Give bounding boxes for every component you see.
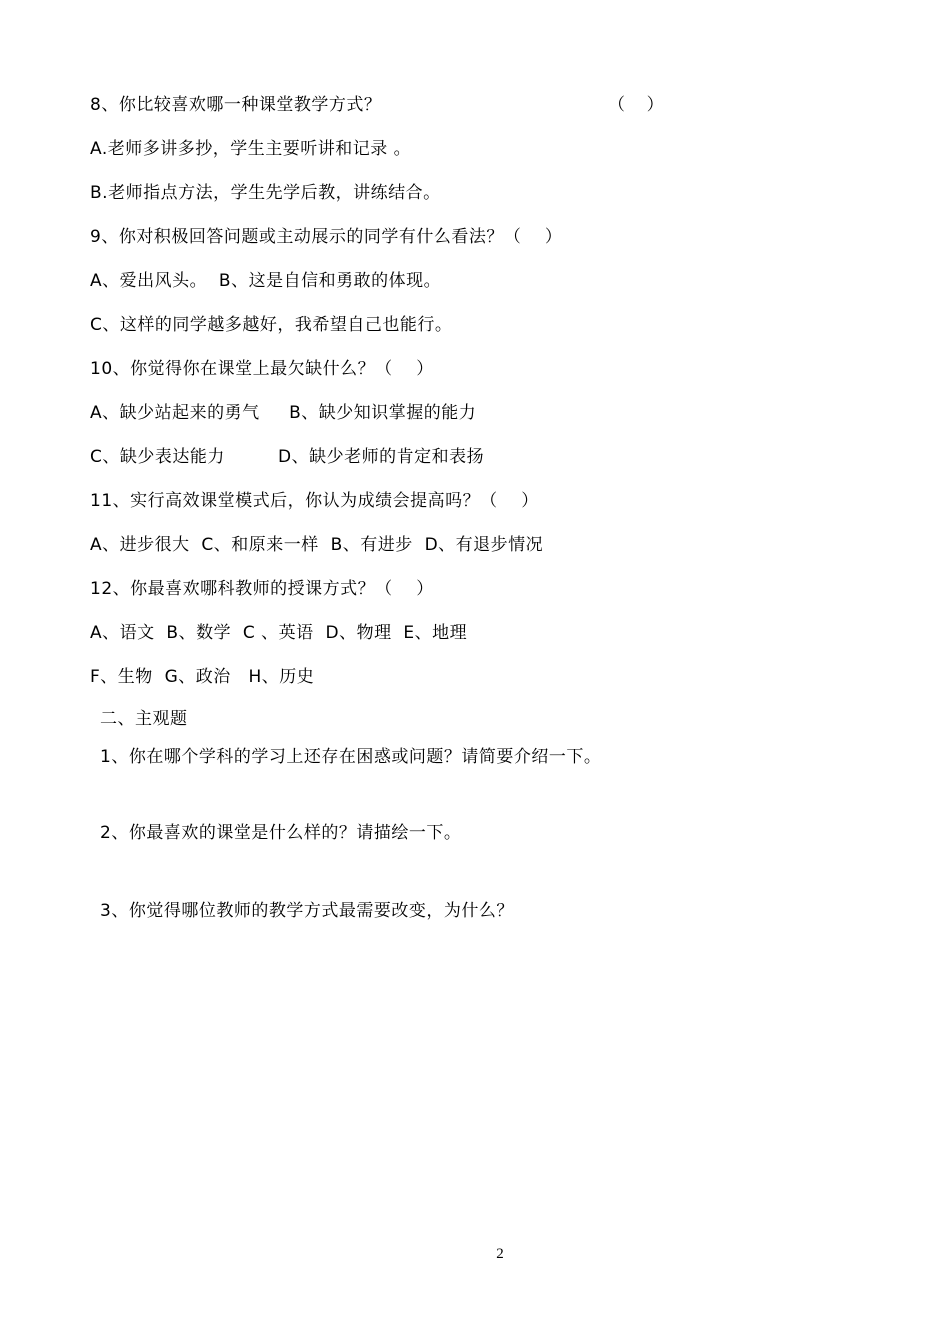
subjective-question-1: 1、你在哪个学科的学习上还存在困惑或问题？请简要介绍一下。 bbox=[100, 747, 602, 767]
subjective-question-2: 2、你最喜欢的课堂是什么样的？请描绘一下。 bbox=[100, 823, 462, 843]
section-heading-subjective: 二、主观题 bbox=[100, 709, 188, 729]
question-8-option-a: A.老师多讲多抄，学生主要听讲和记录 。 bbox=[90, 139, 412, 159]
question-12: 12、你最喜欢哪科教师的授课方式？（ ） bbox=[90, 579, 434, 599]
question-10: 10、你觉得你在课堂上最欠缺什么？（ ） bbox=[90, 359, 434, 379]
question-11-options: A、进步很大 C、和原来一样 B、有进步 D、有退步情况 bbox=[90, 535, 544, 555]
question-12-options-line2: F、生物 G、政治 H、历史 bbox=[90, 667, 315, 687]
question-10-options-cd: C、缺少表达能力 D、缺少老师的肯定和表扬 bbox=[90, 447, 485, 467]
question-9: 9、你对积极回答问题或主动展示的同学有什么看法？（ ） bbox=[90, 227, 563, 247]
question-11: 11、实行高效课堂模式后，你认为成绩会提高吗？（ ） bbox=[90, 491, 539, 511]
question-8-answer-bracket: （ ） bbox=[608, 95, 664, 115]
question-12-options-line1: A、语文 B、数学 C 、英语 D、物理 E、地理 bbox=[90, 623, 468, 643]
subjective-question-3: 3、你觉得哪位教师的教学方式最需要改变，为什么？ bbox=[100, 901, 514, 921]
question-8: 8、你比较喜欢哪一种课堂教学方式？ bbox=[90, 95, 382, 115]
question-8-option-b: B.老师指点方法，学生先学后教，讲练结合。 bbox=[90, 183, 441, 203]
question-10-options-ab: A、缺少站起来的勇气 B、缺少知识掌握的能力 bbox=[90, 403, 477, 423]
question-9-option-c: C、这样的同学越多越好，我希望自己也能行。 bbox=[90, 315, 453, 335]
question-9-options-ab: A、爱出风头。 B、这是自信和勇敢的体现。 bbox=[90, 271, 442, 291]
page-number: 2 bbox=[496, 1246, 504, 1262]
